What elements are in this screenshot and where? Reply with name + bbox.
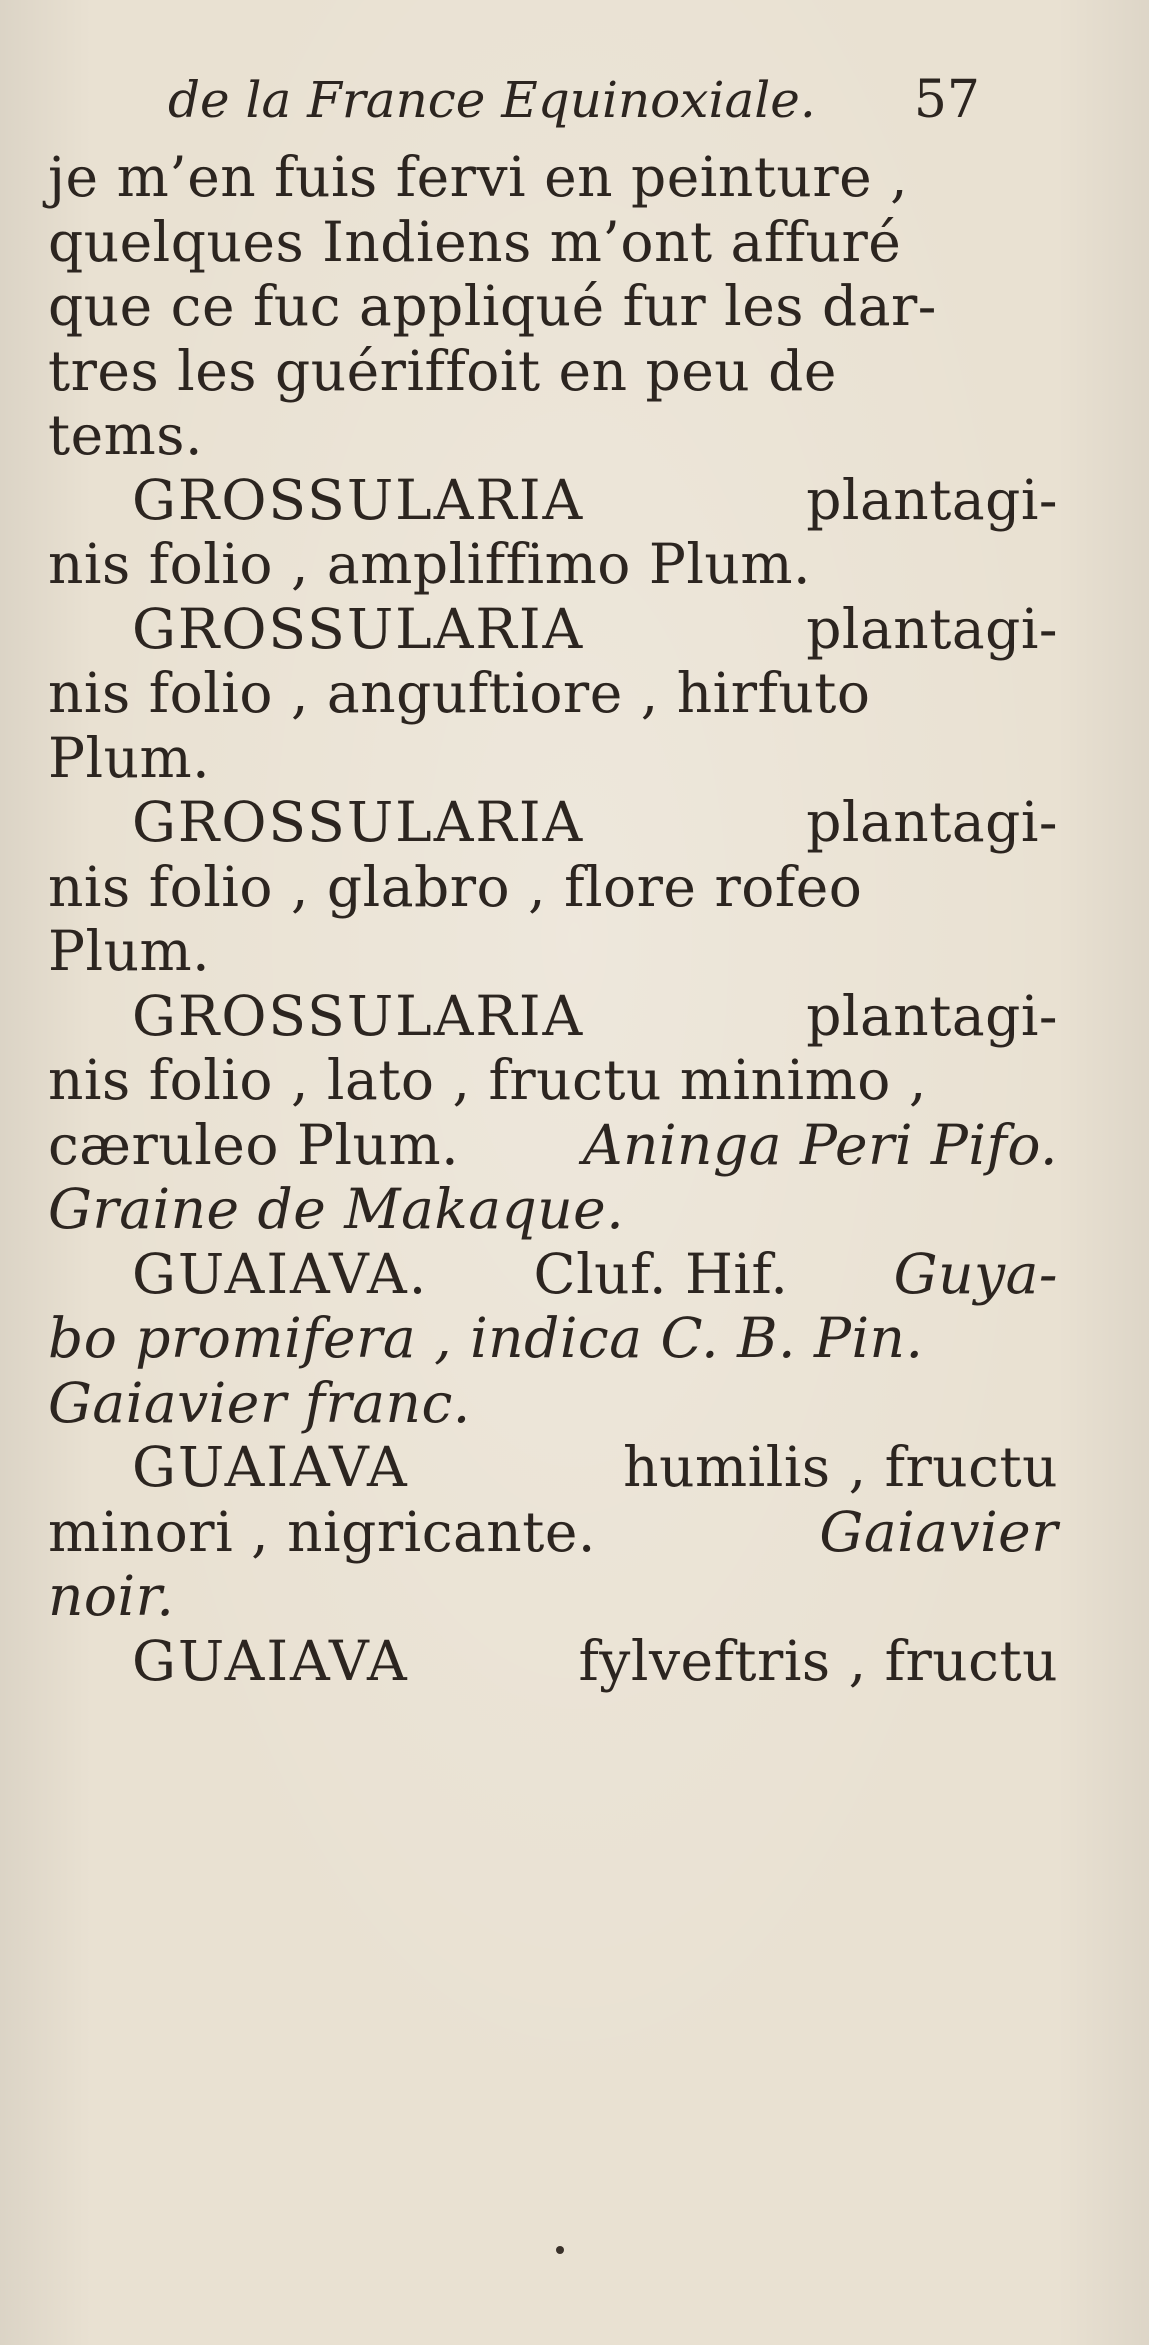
text-line [48,1242,1058,1307]
text-line [48,661,1058,726]
text-line [48,532,1058,597]
text-line [48,1048,1058,1113]
text-line [48,1564,1058,1629]
text-line [48,597,1058,662]
text-line [48,984,1058,1049]
text-segment: cæruleo Plum. [48,1112,460,1177]
text-segment: Gaiavier [819,1499,1058,1564]
text-segment: plantagi- [806,790,1058,854]
text-line [48,339,1058,404]
text-segment: tems. [48,403,204,467]
text-segment: Aninga Peri Pifo. [582,1112,1058,1177]
text-line [48,919,1058,984]
text-segment: je m’en fuis fervi en peinture , [48,145,909,209]
text-segment: GUAIAVA [132,1435,409,1499]
text-segment: GROSSULARIA [132,596,585,661]
text-line [48,790,1058,855]
text-segment: Plum. [48,919,211,983]
text-segment: que ce fuc appliqué fur les dar- [48,274,937,338]
text-line [48,1500,1058,1565]
text-line [48,1113,1058,1178]
running-title: de la France Equinoxiale. [168,71,816,129]
text-segment: minori , nigricante. [48,1499,596,1564]
text-line [48,403,1058,468]
text-segment: Graine de Makaque. [48,1177,625,1241]
text-segment: quelques Indiens m’ont affuré [48,209,902,274]
text-segment: nis folio , lato , fructu minimo , [48,1048,927,1112]
text-segment: GROSSULARIA [132,467,585,532]
page-body [48,145,1058,1693]
text-segment: Cluf. Hif. [533,1241,789,1306]
text-segment: fylveftris , fructu [578,1628,1058,1693]
text-segment: plantagi- [806,467,1058,532]
text-segment: Gaiavier franc. [48,1370,471,1435]
page-number: 57 [913,70,980,130]
text-segment: GUAIAVA. [132,1241,429,1306]
ink-speck [556,2246,564,2254]
text-segment: plantagi- [806,596,1058,661]
text-line [48,274,1058,339]
text-segment: GROSSULARIA [132,983,585,1048]
text-segment: noir. [48,1564,175,1628]
text-segment: humilis , fructu [623,1435,1058,1499]
text-line [48,1371,1058,1436]
text-line [48,210,1058,275]
text-segment: Guya- [893,1241,1058,1306]
text-segment: nis folio , ampliffimo Plum. [48,532,811,596]
text-line [48,855,1058,920]
text-segment: plantagi- [806,983,1058,1048]
text-line [48,1629,1058,1694]
text-line [48,1306,1058,1371]
text-line [48,726,1058,791]
text-line [48,145,1058,210]
text-line [48,1435,1058,1500]
text-segment: nis folio , glabro , flore rofeo [48,854,863,919]
text-segment: GROSSULARIA [132,790,585,854]
text-line [48,468,1058,533]
text-segment: bo promifera , indica C. B. Pin. [48,1306,924,1370]
text-line [48,1177,1058,1242]
page-header [168,70,980,136]
text-segment: GUAIAVA [132,1628,409,1693]
text-segment: Plum. [48,725,211,790]
text-segment: tres les guériffoit en peu de [48,338,837,403]
text-segment: nis folio , anguftiore , hirfuto [48,661,871,725]
